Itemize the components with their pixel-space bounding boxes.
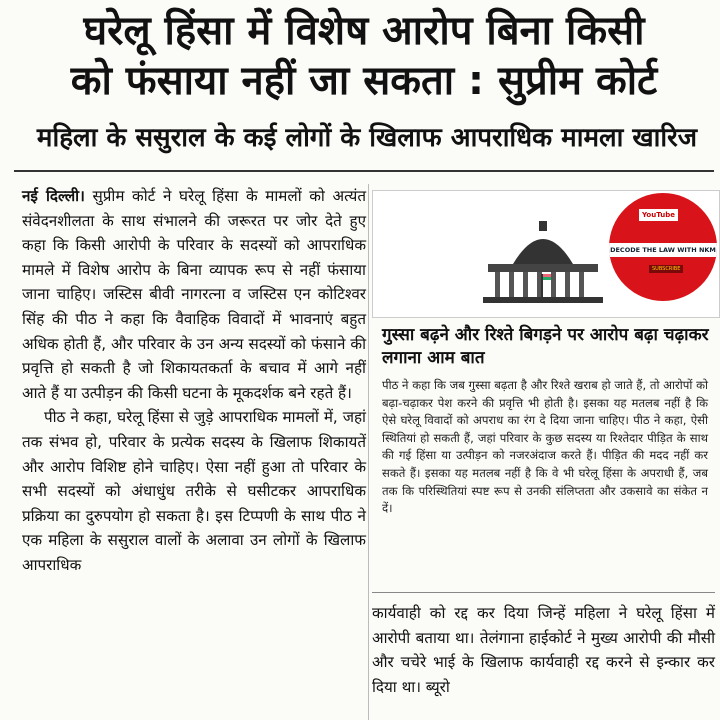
column-divider: [368, 184, 369, 720]
box-text: पीठ ने कहा कि जब गुस्सा बढ़ता है और रिश्ते खराब हो जाते हैं, तो आरोपों को बढ़ा-चढ़ाकर पेश करने की प्रवृत्ति भी होती है। इसका यह मतलब नहीं है कि ऐसे घरेलू विवादों को अपराध का रंग दे दिया जाना चाहिए। पीठ ने कहा, ऐसी स्थितियां हो सकती हैं, जहां परिवार के कुछ सदस्य या रिश्तेदार पीड़ित के साथ की गई हिंसा या उत्पीड़न को नजरअंदाज करते हैं। पीड़ित की मदद नहीं कर सकते हैं। इसका यह मतलब नहीं है कि वे भी घरेलू हिंसा के अपराधी हैं, जब तक कि परिस्थितियां स्पष्ट रूप से उनकी संलिप्तता और उकसावे का संकेत न दें।: [382, 378, 708, 516]
paragraph-1: [22, 184, 366, 405]
paragraph-2: पीठ ने कहा, घरेलू हिंसा से जुड़े आपराधिक मामलों में, जहां तक संभव हो, परिवार के प्रत्येक सदस्य के खिलाफ शिकायतें और आरोप विशिष्ट होने चाहिए। ऐसा नहीं हुआ तो परिवार के सभी सदस्यों को अंधाधुंध तरीके से घसीटकर आपराधिक प्रक्रिया का दुरुपयोग हो सकता है। इस टिप्पणी के साथ पीठ ने एक महिला के ससुराल वालों के अलावा उन लोगों के खिलाफ आपराधिक: [22, 408, 366, 574]
headline-line-2: को फंसाया नहीं जा सकता : सुप्रीम कोर्ट: [70, 58, 658, 104]
paragraph-1-text: सुप्रीम कोर्ट ने घरेलू हिंसा के मामलों को अत्यंत संवेदनशीलता के साथ संभालने की जरूरत पर जोर देते हुए कहा कि किसी आरोपी के परिवार के सदस्यों को आपराधिक मामले में विशेष आरोप के बिना व्यापक रूप से नहीं फंसाया जाना चाहिए। जस्टिस बीवी नागरत्ना व जस्टिस एन कोटिश्वर सिंह की पीठ ने कहा कि वैवाहिक विवादों में भावनाएं बहुत अधिक होती हैं, और परिवार के उन अन्य सदस्यों को फंसाने की प्रवृत्ति हो सकती है जो शिकायतकर्ता के बचाव में आगे नहीं आते हैं या उत्पीड़न की किसी घटना के मूकदर्शक बने रहते हैं।: [22, 187, 366, 402]
headline-line-1: घरेलू हिंसा में विशेष आरोप बिना किसी: [83, 8, 645, 54]
divider: [14, 170, 714, 172]
article-left-column: [22, 184, 366, 578]
youtube-logo: YouTube: [639, 209, 678, 221]
dateline: नई दिल्ली।: [22, 187, 85, 205]
supreme-court-building-icon: [483, 219, 603, 314]
subscribe-tag: SUBSCRIBE: [649, 265, 683, 273]
article-image: [372, 190, 720, 318]
article-continuation: कार्यवाही को रद्द कर दिया जिन्हें महिला ने घरेलू हिंसा में आरोपी बताया था। तेलंगाना हाईकोर्ट ने मुख्य आरोपी की मौसी और चचेरे भाई के खिलाफ कार्यवाही रद्द करने से इन्कार कर दिया था। ब्यूरो: [372, 604, 715, 696]
box-heading: गुस्सा बढ़ने और रिश्ते बिगड़ने पर आरोप बढ़ा चढ़ाकर लगाना आम बात: [382, 325, 709, 368]
channel-logo: [609, 193, 717, 301]
box-divider: [372, 592, 715, 593]
channel-name: DECODE THE LAW WITH NKM: [609, 243, 717, 257]
subheadline: महिला के ससुराल के कई लोगों के खिलाफ आपराधिक मामला खारिज: [36, 123, 698, 153]
